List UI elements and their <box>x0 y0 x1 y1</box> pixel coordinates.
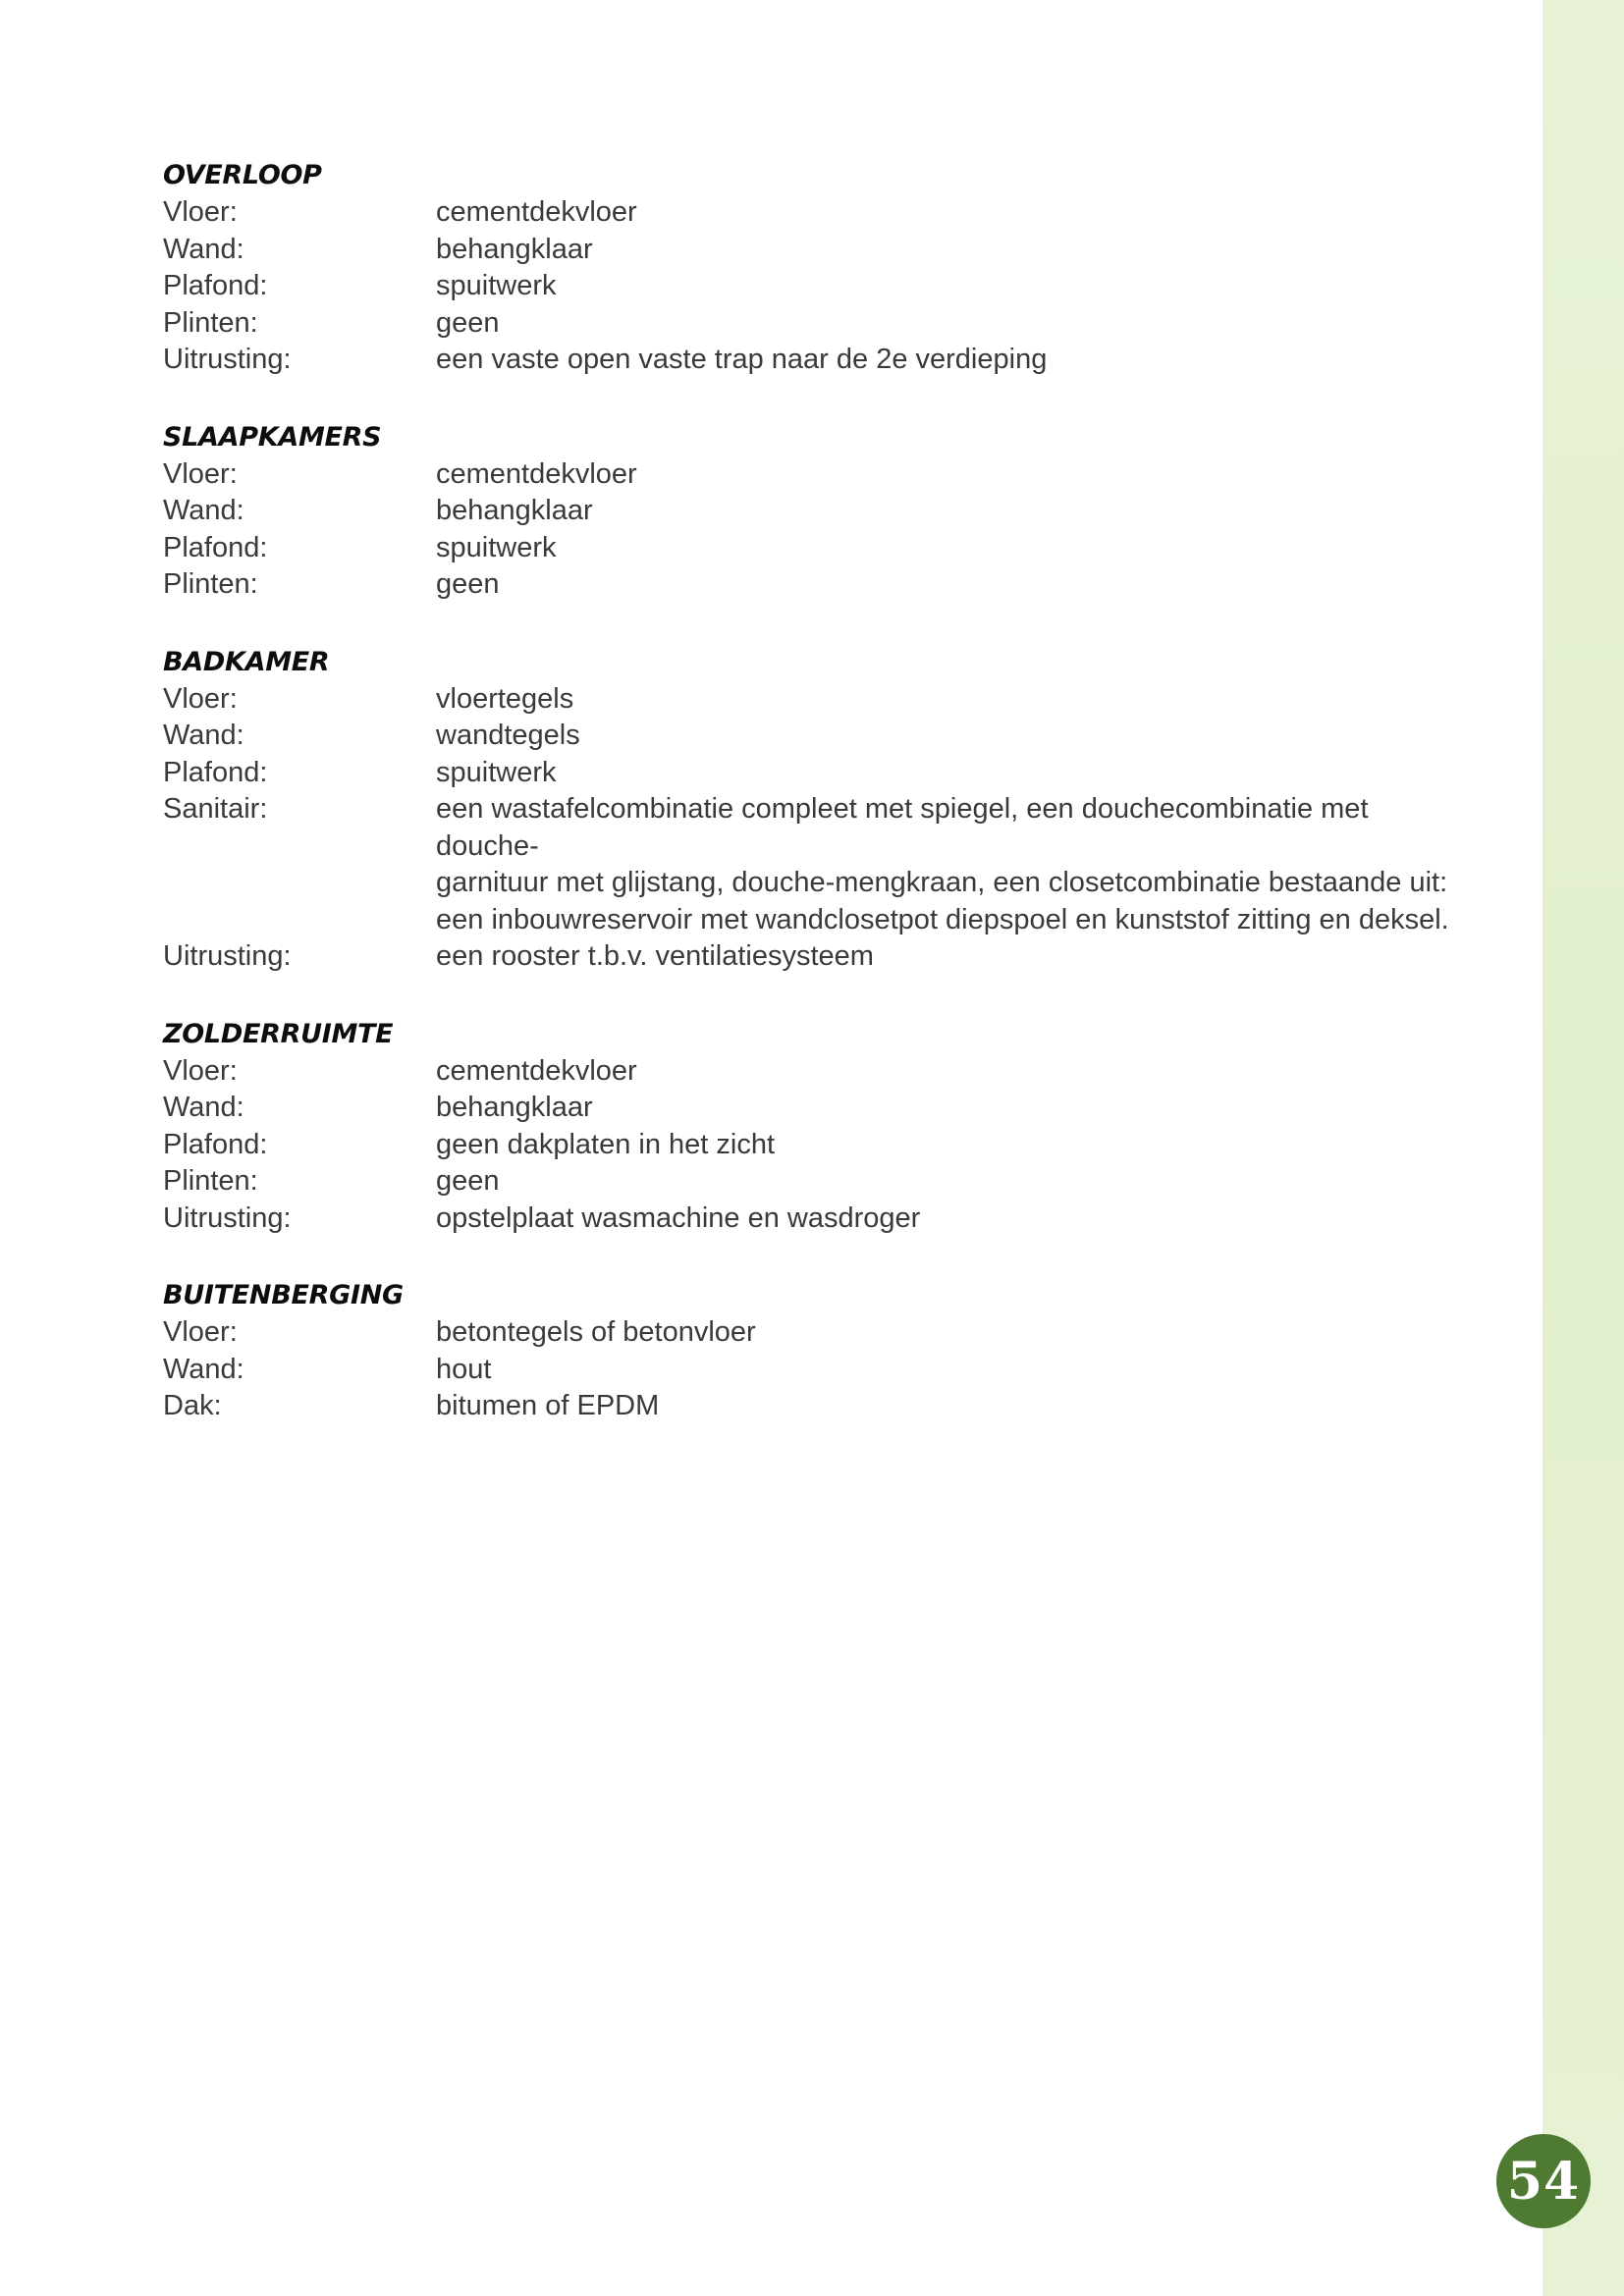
spec-label: Uitrusting: <box>163 1201 292 1234</box>
spec-label: Wand: <box>163 233 244 265</box>
spec-row <box>163 718 1459 755</box>
spec-row <box>163 530 1459 567</box>
spec-value: behangklaar <box>436 233 593 265</box>
spec-row <box>163 305 1459 343</box>
spec-value: spuitwerk <box>436 270 557 301</box>
section-slaapkamers <box>163 419 1459 604</box>
spec-value: geen <box>436 1165 500 1197</box>
spec-row <box>163 1314 1459 1352</box>
spec-label: Dak: <box>163 1390 222 1421</box>
spec-value: hout <box>436 1353 492 1385</box>
specification-content <box>163 157 1459 1466</box>
spec-label: Wand: <box>163 1092 244 1123</box>
spec-label: Sanitair: <box>163 793 268 825</box>
spec-row <box>163 1127 1459 1164</box>
spec-label: Plinten: <box>163 306 258 339</box>
spec-value: vloertegels <box>436 682 574 715</box>
spec-label: Plinten: <box>163 568 258 600</box>
spec-label: Vloer: <box>163 682 238 715</box>
spec-label: Wand: <box>163 1353 244 1385</box>
spec-row <box>163 1352 1459 1389</box>
spec-label: Wand: <box>163 720 244 751</box>
spec-value: opstelplaat wasmachine en wasdroger <box>436 1201 921 1234</box>
side-color-strip <box>1543 0 1624 2296</box>
section-title: BUITENBERGING <box>163 1280 404 1310</box>
spec-row <box>163 342 1459 379</box>
spec-row <box>163 1090 1459 1127</box>
spec-row <box>163 566 1459 604</box>
spec-label: Uitrusting: <box>163 940 292 972</box>
spec-label: Plinten: <box>163 1165 258 1197</box>
spec-row <box>163 1053 1459 1091</box>
section-title: SLAAPKAMERS <box>163 421 382 453</box>
spec-value: bitumen of EPDM <box>436 1390 660 1421</box>
spec-value: behangklaar <box>436 1092 593 1123</box>
spec-value: behangklaar <box>436 495 593 526</box>
spec-label: Plafond: <box>163 756 268 788</box>
spec-row <box>163 938 1459 976</box>
spec-row <box>163 194 1459 232</box>
section-title: ZOLDERRUIMTE <box>163 1018 394 1049</box>
page-number-badge: 54 <box>1496 2134 1591 2228</box>
spec-label: Plafond: <box>163 531 268 563</box>
section-badkamer <box>163 644 1459 976</box>
spec-value: cementdekvloer <box>436 196 637 228</box>
spec-value: cementdekvloer <box>436 457 637 490</box>
spec-label: Uitrusting: <box>163 344 292 375</box>
spec-value: geen <box>436 568 500 600</box>
spec-row <box>163 456 1459 494</box>
section-title: BADKAMER <box>163 646 330 677</box>
spec-label: Vloer: <box>163 1054 238 1087</box>
spec-label: Vloer: <box>163 196 238 228</box>
spec-row <box>163 681 1459 719</box>
spec-value: een rooster t.b.v. ventilatiesysteem <box>436 940 874 972</box>
spec-label: Vloer: <box>163 457 238 490</box>
section-title: OVERLOOP <box>163 160 322 190</box>
spec-value: betontegels of betonvloer <box>436 1316 756 1348</box>
spec-value: cementdekvloer <box>436 1054 637 1087</box>
spec-value: geen dakplaten in het zicht <box>436 1128 776 1160</box>
spec-value: wandtegels <box>436 720 580 751</box>
spec-value: spuitwerk <box>436 756 557 788</box>
spec-label: Plafond: <box>163 1128 268 1160</box>
spec-row <box>163 1388 1459 1425</box>
spec-row <box>163 268 1459 305</box>
spec-row <box>163 232 1459 269</box>
spec-value: geen <box>436 306 500 339</box>
spec-value: een vaste open vaste trap naar de 2e verdieping <box>436 344 1048 375</box>
section-buitenberging <box>163 1277 1459 1425</box>
spec-row <box>163 755 1459 792</box>
section-zolderruimte <box>163 1016 1459 1238</box>
spec-row <box>163 493 1459 530</box>
spec-row <box>163 1201 1459 1238</box>
spec-value: een wastafelcombinatie compleet met spiegel, een douchecombinatie met douche- garnituur met glijstang, douche-mengkraan, een closetcombinatie bestaande uit: een inbouwreservoir met wandclosetpot diepspoel en kunststof zitting en deksel. <box>436 793 1449 935</box>
spec-label: Wand: <box>163 495 244 526</box>
section-overloop <box>163 157 1459 379</box>
spec-row <box>163 791 1459 938</box>
spec-label: Vloer: <box>163 1316 238 1348</box>
spec-value: spuitwerk <box>436 531 557 563</box>
spec-row <box>163 1163 1459 1201</box>
spec-label: Plafond: <box>163 270 268 301</box>
